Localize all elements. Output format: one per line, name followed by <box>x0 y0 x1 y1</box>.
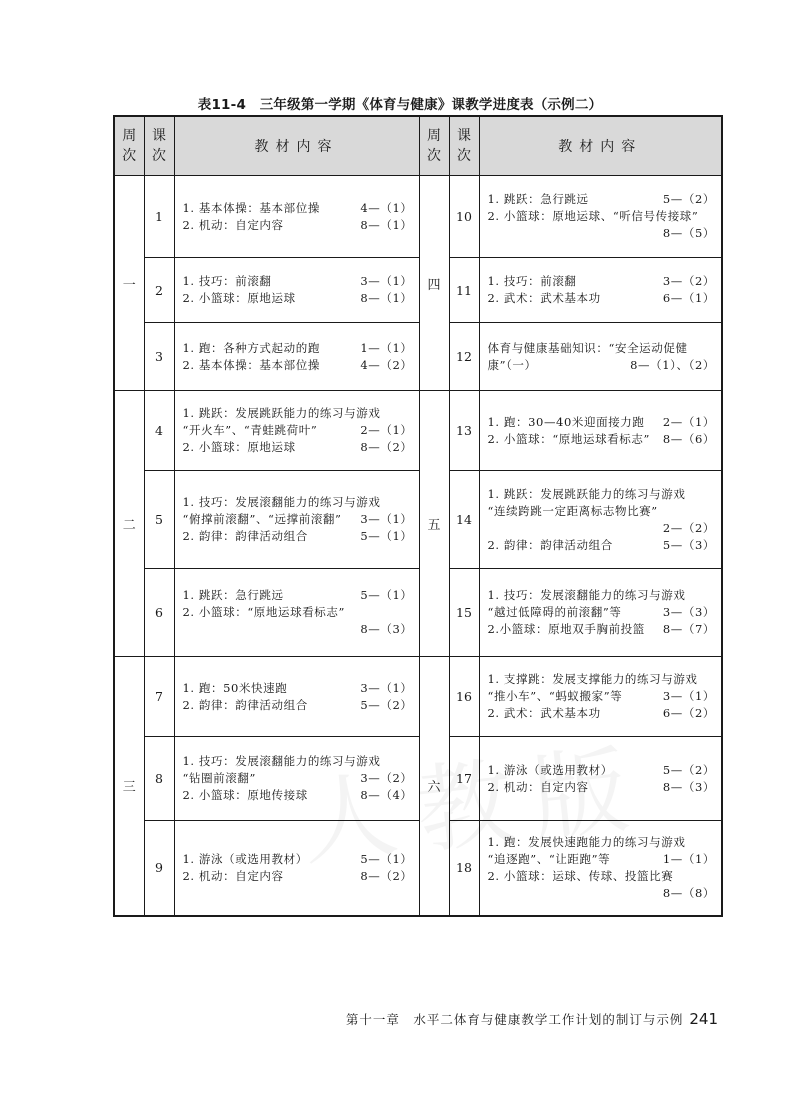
lesson-number: 5 <box>144 471 174 569</box>
content-text: 2. 机动：自定内容 <box>182 868 284 883</box>
content-line <box>183 604 413 621</box>
page-number: 241 <box>689 1010 718 1028</box>
lesson-number: 7 <box>144 657 174 737</box>
content-text: 2. 韵律：韵律活动组合 <box>182 529 308 543</box>
content-line <box>488 191 716 208</box>
class-hours: 1—（1） <box>662 851 715 866</box>
table-row <box>114 471 722 569</box>
class-hours: 8—（7） <box>662 622 715 636</box>
class-hours: 8—（2） <box>360 868 413 883</box>
content-text: “开火车”、“青蛙跳荷叶” <box>182 423 318 437</box>
lesson-content <box>174 569 419 657</box>
content-line <box>488 431 716 448</box>
content-line <box>488 688 716 705</box>
content-text: 1. 跳跃：发展跳跃能力的练习与游戏 <box>487 486 686 501</box>
content-line <box>183 340 413 357</box>
class-hours: 5—（1） <box>360 851 413 866</box>
content-line <box>488 486 716 503</box>
lesson-number: 2 <box>144 258 174 323</box>
class-hours: 5—（2） <box>662 192 715 206</box>
content-text: 1. 跳跃：发展跳跃能力的练习与游戏 <box>182 406 381 420</box>
content-text: 1. 基本体操：基本部位操 <box>182 200 320 215</box>
lesson-content <box>174 821 419 916</box>
class-hours: 5—（1） <box>360 588 413 602</box>
class-hours: 3—（1） <box>360 680 413 695</box>
lesson-number: 18 <box>449 821 479 916</box>
content-text: “越过低障碍的前滚翻”等 <box>487 605 622 619</box>
content-text: 2. 韵律：韵律活动组合 <box>487 537 613 552</box>
content-text: 1. 跑：发展快速跑能力的练习与游戏 <box>487 834 686 849</box>
content-line <box>488 290 716 307</box>
lesson-content <box>479 176 722 258</box>
lesson-content <box>479 569 722 657</box>
content-text: 1. 跑：50米快速跑 <box>182 680 288 695</box>
content-text: “钻圈前滚翻” <box>182 771 256 785</box>
progress-table <box>113 115 723 917</box>
content-line <box>183 868 413 885</box>
class-hours: 8—（1）、（2） <box>630 357 715 372</box>
lesson-content <box>174 176 419 258</box>
content-text: 2. 小篮球：原地运球、“听信号传接球” <box>487 209 699 223</box>
content-line <box>488 273 716 290</box>
class-hours: 6—（1） <box>662 291 715 305</box>
content-line <box>488 537 716 554</box>
lesson-content <box>174 258 419 323</box>
lesson-content <box>479 821 722 916</box>
class-hours: 8—（5） <box>662 226 715 240</box>
header-content: 教材内容 <box>174 116 419 176</box>
table-row <box>114 176 722 258</box>
lesson-content <box>479 391 722 471</box>
content-line <box>488 208 716 225</box>
class-hours: 2—（1） <box>360 423 413 437</box>
content-line <box>183 680 413 697</box>
class-hours: 2—（1） <box>662 414 715 429</box>
content-text: 2. 机动：自定内容 <box>182 217 284 232</box>
content-text: 2. 基本体操：基本部位操 <box>182 357 320 372</box>
content-line <box>488 671 716 688</box>
lesson-number: 17 <box>449 737 479 821</box>
content-text: 2.小篮球：原地双手胸前投篮 <box>487 622 645 636</box>
header-week: 周 次 <box>114 116 144 176</box>
class-hours: 8—（1） <box>360 291 413 305</box>
class-hours: 8—（2） <box>360 440 413 454</box>
content-text: 1. 技巧：发展滚翻能力的练习与游戏 <box>487 588 686 602</box>
content-text: 1. 跑：30—40米迎面接力跑 <box>487 414 645 429</box>
class-hours: 3—（1） <box>360 274 413 288</box>
class-hours: 8—（3） <box>360 622 413 636</box>
lesson-number: 9 <box>144 821 174 916</box>
class-hours: 4—（1） <box>360 200 413 215</box>
lesson-content <box>174 323 419 391</box>
lesson-content <box>479 737 722 821</box>
content-line <box>183 357 413 374</box>
lesson-number: 12 <box>449 323 479 391</box>
content-text: 1. 跳跃：急行跳远 <box>182 588 284 602</box>
content-text: 1. 跑：各种方式起动的跑 <box>182 340 320 355</box>
week-cell: 四 <box>419 176 449 391</box>
content-text: 1. 技巧：前滚翻 <box>487 274 577 288</box>
content-text: 2. 小篮球：“原地运球看标志” <box>182 605 345 619</box>
page-footer <box>346 1010 718 1028</box>
class-hours: 3—（1） <box>360 512 413 526</box>
class-hours: 5—（1） <box>360 529 413 543</box>
content-text: 2. 小篮球：原地运球 <box>182 291 296 305</box>
table-row <box>114 323 722 391</box>
content-text: 2. 韵律：韵律活动组合 <box>182 697 308 712</box>
content-line <box>488 762 716 779</box>
class-hours: 8—（4） <box>360 788 413 802</box>
content-line <box>183 621 413 638</box>
content-line <box>488 834 716 851</box>
content-line <box>183 587 413 604</box>
content-line <box>183 273 413 290</box>
content-line <box>183 405 413 422</box>
lesson-number: 15 <box>449 569 479 657</box>
class-hours: 3—（3） <box>662 605 715 619</box>
content-line <box>183 494 413 511</box>
content-text: 1. 技巧：发展滚翻能力的练习与游戏 <box>182 495 381 509</box>
content-line <box>183 511 413 528</box>
content-line <box>488 520 716 537</box>
content-line <box>183 439 413 456</box>
content-text: “追逐跑”、“让距跑”等 <box>487 851 611 866</box>
lesson-number: 10 <box>449 176 479 258</box>
content-text: 2. 武术：武术基本功 <box>487 291 601 305</box>
week-cell: 六 <box>419 657 449 916</box>
content-line <box>488 503 716 520</box>
content-text: 1. 支撑跳：发展支撑能力的练习与游戏 <box>487 672 698 686</box>
content-line <box>488 340 716 357</box>
class-hours: 5—（3） <box>662 537 715 552</box>
content-text: 康”（一） <box>487 357 537 372</box>
class-hours: 2—（2） <box>662 520 715 535</box>
table-row <box>114 391 722 471</box>
content-line <box>488 851 716 868</box>
content-text: 体育与健康基础知识：“安全运动促健 <box>487 340 688 355</box>
lesson-content <box>174 471 419 569</box>
content-line <box>488 604 716 621</box>
class-hours: 3—（2） <box>360 771 413 785</box>
content-line <box>183 422 413 439</box>
content-line <box>488 414 716 431</box>
class-hours: 1—（1） <box>360 340 413 355</box>
table-row <box>114 569 722 657</box>
lesson-number: 1 <box>144 176 174 258</box>
content-text: 2. 小篮球：“原地运球看标志” <box>487 431 650 446</box>
chapter-title: 第十一章 水平二体育与健康教学工作计划的制订与示例 <box>345 1012 684 1027</box>
lesson-content <box>174 391 419 471</box>
lesson-number: 6 <box>144 569 174 657</box>
table-row <box>114 657 722 737</box>
class-hours: 8—（3） <box>662 779 715 794</box>
week-cell: 二 <box>114 391 144 657</box>
lesson-content <box>479 657 722 737</box>
content-text: 1. 跳跃：急行跳远 <box>487 192 589 206</box>
table-title: 表11-4 三年级第一学期《体育与健康》课教学进度表（示例二） <box>197 97 603 113</box>
lesson-content <box>479 258 722 323</box>
content-text: “俯撑前滚翻”、“远撑前滚翻” <box>182 512 342 526</box>
content-text: “连续跨跳一定距离标志物比赛” <box>487 503 658 518</box>
content-line <box>183 528 413 545</box>
content-line <box>488 779 716 796</box>
table-row <box>114 821 722 916</box>
content-text: 2. 小篮球：运球、传球、投篮比赛 <box>487 868 674 883</box>
content-text: 1. 技巧：发展滚翻能力的练习与游戏 <box>182 754 381 768</box>
class-hours: 3—（1） <box>662 689 715 703</box>
content-line <box>183 697 413 714</box>
content-text: 2. 武术：武术基本功 <box>487 706 601 720</box>
content-line <box>183 787 413 804</box>
lesson-number: 14 <box>449 471 479 569</box>
lesson-content <box>479 471 722 569</box>
lesson-content <box>174 737 419 821</box>
header-lesson: 课 次 <box>449 116 479 176</box>
week-cell: 一 <box>114 176 144 391</box>
class-hours: 4—（2） <box>360 357 413 372</box>
content-text: “推小车”、“蚂蚁搬家”等 <box>487 689 623 703</box>
lesson-number: 4 <box>144 391 174 471</box>
lesson-number: 13 <box>449 391 479 471</box>
content-line <box>488 885 716 902</box>
content-text: 1. 技巧：前滚翻 <box>182 274 272 288</box>
class-hours: 5—（2） <box>662 762 715 777</box>
lesson-number: 11 <box>449 258 479 323</box>
class-hours: 6—（2） <box>662 706 715 720</box>
class-hours: 8—（8） <box>662 885 715 900</box>
content-line <box>488 705 716 722</box>
lesson-content <box>479 323 722 391</box>
content-line <box>183 217 413 234</box>
header-week: 周 次 <box>419 116 449 176</box>
content-line <box>488 225 716 242</box>
table-row <box>114 258 722 323</box>
content-line <box>183 200 413 217</box>
content-text: 1. 游泳（或选用教材） <box>487 762 613 777</box>
content-line <box>183 770 413 787</box>
content-line <box>183 851 413 868</box>
header-content: 教材内容 <box>479 116 722 176</box>
content-text: 2. 小篮球：原地传接球 <box>182 788 308 802</box>
lesson-number: 16 <box>449 657 479 737</box>
table-header-row <box>114 116 722 176</box>
content-line <box>183 290 413 307</box>
class-hours: 3—（2） <box>662 274 715 288</box>
content-line <box>488 621 716 638</box>
header-lesson: 课 次 <box>144 116 174 176</box>
lesson-content <box>174 657 419 737</box>
class-hours: 8—（6） <box>662 431 715 446</box>
content-line <box>488 357 716 374</box>
class-hours: 5—（2） <box>360 697 413 712</box>
content-text: 1. 游泳（或选用教材） <box>182 851 308 866</box>
content-text: 2. 小篮球：原地运球 <box>182 440 296 454</box>
week-cell: 五 <box>419 391 449 657</box>
content-line <box>183 753 413 770</box>
content-text: 2. 机动：自定内容 <box>487 779 589 794</box>
class-hours: 8—（1） <box>360 217 413 232</box>
week-cell: 三 <box>114 657 144 916</box>
content-line <box>488 868 716 885</box>
lesson-number: 3 <box>144 323 174 391</box>
table-row <box>114 737 722 821</box>
lesson-number: 8 <box>144 737 174 821</box>
content-line <box>488 587 716 604</box>
